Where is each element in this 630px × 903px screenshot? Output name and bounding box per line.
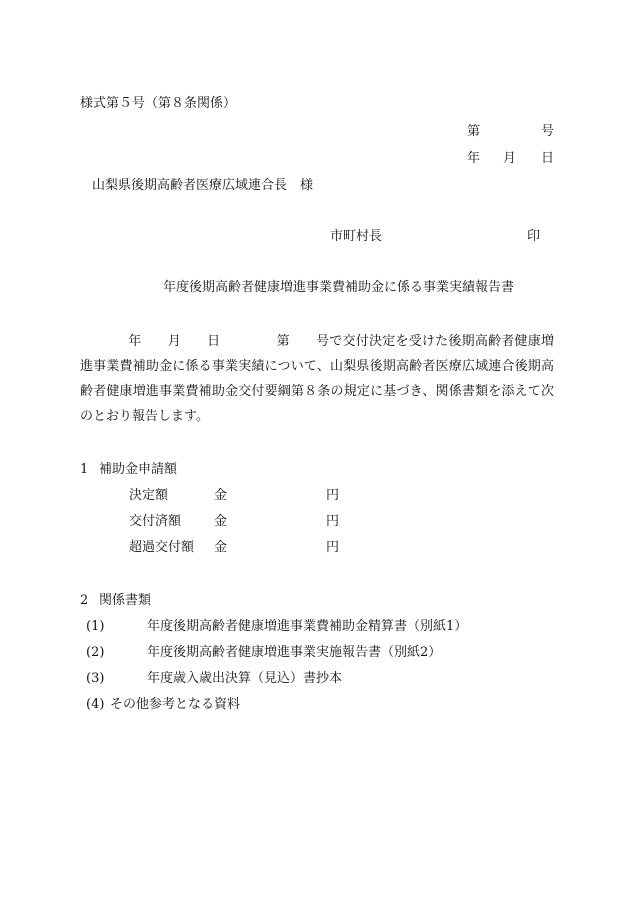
item-number: (1) — [86, 619, 105, 634]
document-title: 年度後期高齢者健康増進事業費補助金に係る事業実績報告書 — [163, 280, 515, 295]
item-number: (4) — [86, 697, 105, 712]
doc-number-suffix: 号 — [541, 124, 555, 139]
row-currency: 金 — [214, 514, 228, 529]
row-label: 超過交付額 — [129, 540, 195, 555]
row-label: 交付済額 — [129, 514, 182, 529]
date-year: 年 — [467, 151, 481, 166]
item-number: (3) — [86, 671, 105, 686]
body-text: 号で交付決定を受けた後期高齢者健康増進事業費補助金に係る事業実績について、山梨県後期高齢者医療広域連合後期高齢者健康増進事業費補助金交付要綱第８条の規定に基づき、関係書類を添えて次のとおり報告します。 — [80, 334, 554, 424]
row-currency: 金 — [214, 540, 228, 555]
date-day: 日 — [541, 151, 555, 166]
item-text: 年度歳入歳出決算（見込）書抄本 — [147, 671, 343, 686]
form-label: 様式第５号（第８条関係） — [80, 96, 237, 111]
row-unit: 円 — [326, 514, 340, 529]
item-text: 年度後期高齢者健康増進事業費補助金精算書（別紙1） — [147, 619, 468, 634]
seal-mark: 印 — [527, 229, 541, 244]
section2-number: 2 — [80, 593, 89, 608]
item-text: 年度後期高齢者健康増進事業実施報告書（別紙2） — [147, 645, 442, 660]
body-year: 年 — [128, 334, 142, 349]
sender-title: 市町村長 — [330, 229, 383, 244]
body-dai: 第 — [276, 334, 290, 349]
item-number: (2) — [86, 645, 105, 660]
addressee: 山梨県後期高齢者医療広域連合長 様 — [92, 178, 314, 193]
row-currency: 金 — [214, 488, 228, 503]
body-day: 日 — [206, 334, 221, 349]
date-month: 月 — [503, 151, 517, 166]
body-paragraph — [80, 329, 554, 429]
section2-heading: 関係書類 — [99, 593, 152, 608]
row-unit: 円 — [326, 540, 340, 555]
section1-heading: 補助金申請額 — [99, 462, 178, 477]
doc-number-prefix: 第 — [467, 124, 481, 139]
row-unit: 円 — [326, 488, 340, 503]
item-text: その他参考となる資料 — [110, 697, 241, 712]
row-label: 決定額 — [129, 488, 169, 503]
section1-number: 1 — [80, 462, 89, 477]
body-month: 月 — [167, 334, 181, 349]
